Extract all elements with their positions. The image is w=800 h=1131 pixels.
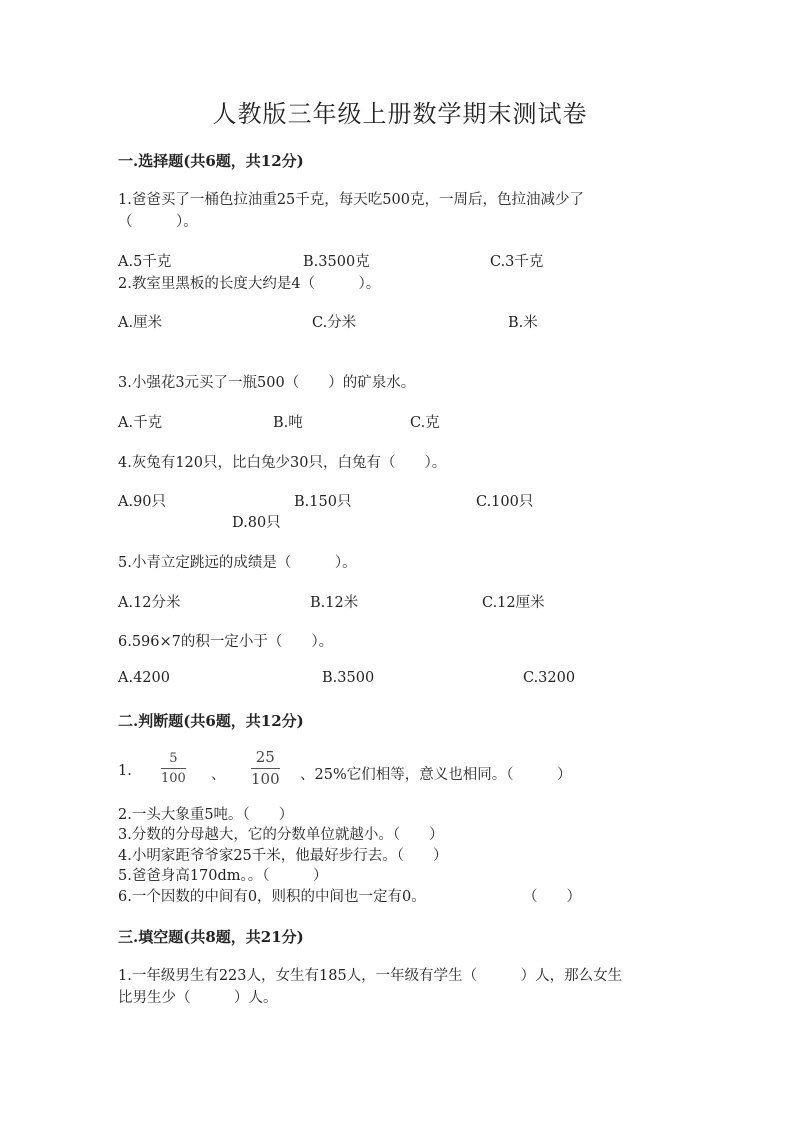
page-title: 人教版三年级上册数学期末测试卷 (212, 100, 588, 128)
section-heading-judge: 二.判断题(共6题，共12分) (118, 712, 304, 730)
choice-q6-option-c: C.3200 (523, 670, 576, 686)
choice-q3-text: 3.小强花3元买了一瓶500（ ）的矿泉水。 (118, 375, 416, 391)
choice-q1-text: 1.爸爸买了一桶色拉油重25千克，每天吃500克，一周后，色拉油减少了 (118, 192, 584, 208)
fraction-2-denominator: 100 (251, 770, 280, 788)
choice-q3-option-c: C.克 (410, 415, 440, 431)
choice-q2-option-a: A.厘米 (118, 315, 163, 331)
choice-q5-option-a: A.12分米 (118, 595, 181, 611)
judge-q3-text: 3.分数的分母越大，它的分数单位就越小。（ ） (118, 827, 444, 843)
section-heading-fill: 三.填空题(共8题，共21分) (118, 928, 304, 946)
judge-q1-fraction-1 (161, 752, 186, 785)
judge-q1-number: 1. (118, 763, 132, 779)
fill-q1-text-cont: 比男生少（ ）人。 (118, 990, 278, 1006)
judge-q1-fraction-2 (251, 750, 280, 787)
choice-q1-text-cont: （ ）。 (118, 214, 198, 230)
choice-q1-option-c: C.3千克 (490, 254, 544, 270)
choice-q5-option-b: B.12米 (310, 595, 359, 611)
choice-q2-text: 2.教室里黑板的长度大约是4（ ）。 (118, 276, 381, 292)
choice-q4-option-b: B.150只 (294, 494, 352, 510)
fraction-2-numerator: 25 (255, 748, 275, 766)
choice-q2-option-b: B.米 (508, 315, 538, 331)
choice-q2-option-c: C.分米 (312, 315, 357, 331)
judge-q2-text: 2.一头大象重5吨。（ ） (118, 807, 294, 823)
choice-q4-option-c: C.100只 (476, 494, 534, 510)
judge-q6-answer-paren: （ ） (523, 889, 581, 905)
judge-q5-text: 5.爸爸身高170dm。。（ ） (118, 868, 328, 884)
choice-q1-option-a: A.5千克 (118, 254, 172, 270)
fraction-1-numerator: 5 (169, 751, 178, 766)
choice-q6-text: 6.596×7的积一定小于（ ）。 (118, 634, 334, 650)
choice-q4-option-a: A.90只 (118, 494, 167, 510)
choice-q3-option-a: A.千克 (118, 415, 163, 431)
choice-q6-option-a: A.4200 (118, 670, 170, 686)
choice-q4-text: 4.灰兔有120只，比白兔少30只，白兔有（ ）。 (118, 455, 447, 471)
choice-q3-option-b: B.吨 (273, 415, 303, 431)
choice-q1-option-b: B.3500克 (303, 254, 370, 270)
choice-q5-text: 5.小青立定跳远的成绩是（ ）。 (118, 555, 357, 571)
judge-q1-separator: 、 (211, 767, 226, 783)
choice-q5-option-c: C.12厘米 (482, 595, 545, 611)
choice-q6-option-b: B.3500 (322, 670, 375, 686)
choice-q4-option-d: D.80只 (232, 515, 281, 531)
judge-q6-text: 6.一个因数的中间有0，则积的中间也一定有0。 (118, 889, 426, 905)
fraction-1-denominator: 100 (161, 771, 186, 786)
judge-q4-text: 4.小明家距爷爷家25千米，他最好步行去。（ ） (118, 848, 448, 864)
section-heading-choice: 一.选择题(共6题，共12分) (118, 152, 304, 170)
judge-q1-text: 、25%它们相等，意义也相同。（ ） (300, 767, 572, 783)
fill-q1-text: 1.一年级男生有223人，女生有185人，一年级有学生（ ）人，那么女生 (118, 968, 623, 984)
